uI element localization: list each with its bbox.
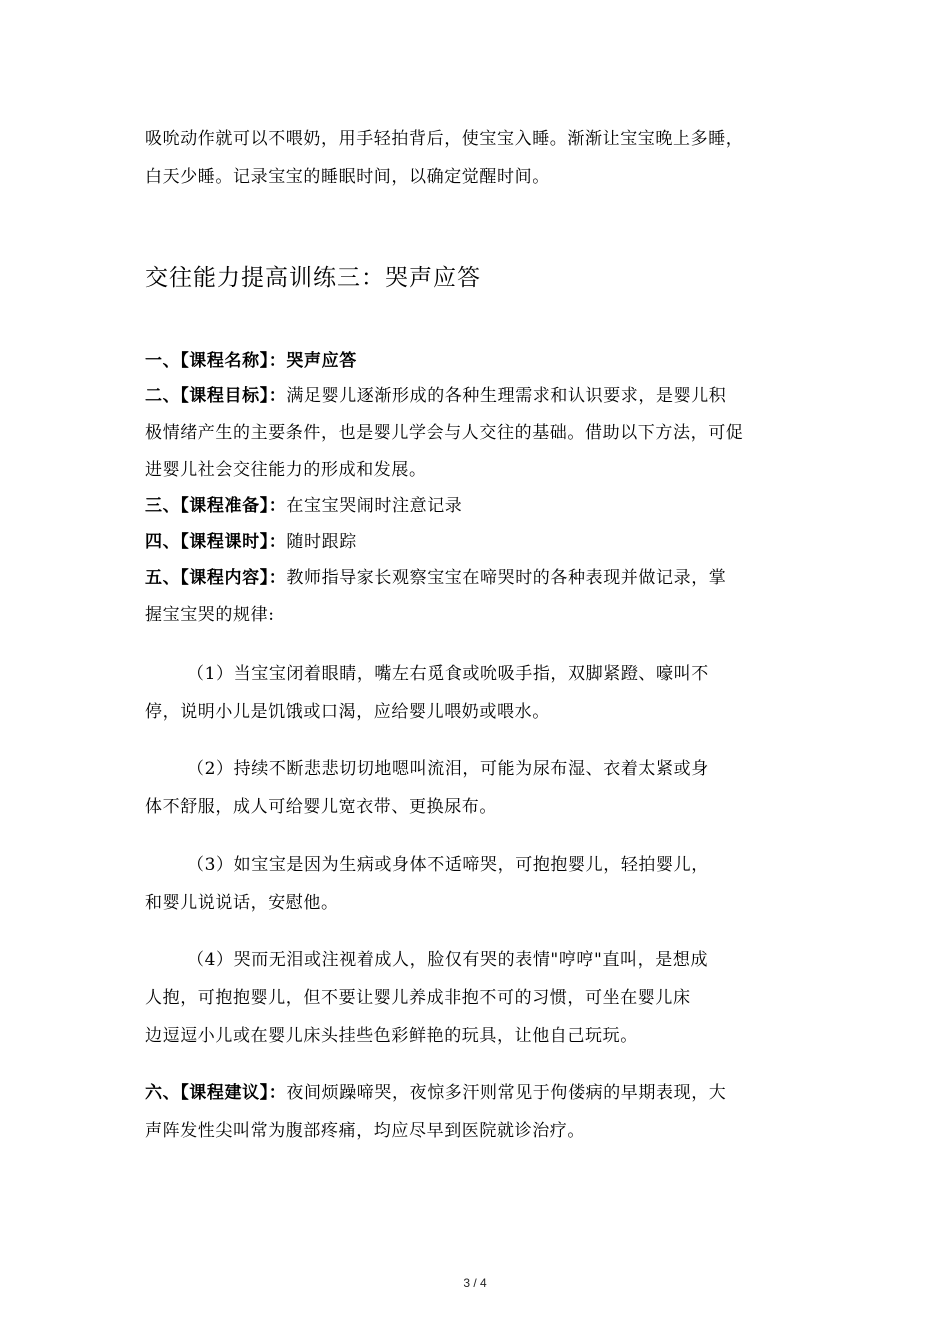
content-item-4-line-2: 人抱，可抱抱婴儿，但不要让婴儿养成非抱不可的习惯，可坐在婴儿床: [145, 988, 691, 1008]
content-item-4-line-3: 边逗逗小儿或在婴儿床头挂些色彩鲜艳的玩具，让他自己玩玩。: [145, 1026, 638, 1046]
course-prep-row: [145, 495, 462, 517]
intro-line-1: 吸吮动作就可以不喂奶，用手轻拍背后，使宝宝入睡。渐渐让宝宝晚上多睡，: [145, 129, 744, 149]
course-goal-text-2: 极情绪产生的主要条件，也是婴儿学会与人交往的基础。借助以下方法，可促: [145, 423, 744, 443]
course-content-text-2: 握宝宝哭的规律:: [145, 605, 275, 625]
course-prep-text: 在宝宝哭闹时注意记录: [286, 496, 463, 516]
course-goal-text-3: 进婴儿社会交往能力的形成和发展。: [145, 460, 427, 480]
intro-line-2: 白天少睡。记录宝宝的睡眠时间，以确定觉醒时间。: [145, 167, 550, 187]
course-prep-label: 三、【课程准备】：: [145, 496, 287, 516]
course-content-label: 五、【课程内容】：: [145, 568, 287, 588]
course-advice-row: [145, 1082, 726, 1104]
course-hours-text: 随时跟踪: [286, 532, 357, 552]
page-number: 3 / 4: [463, 1276, 487, 1290]
course-name-label: 一、【课程名称】：: [145, 351, 287, 371]
content-item-2-line-2: 体不舒服，成人可给婴儿宽衣带、更换尿布。: [145, 797, 497, 817]
course-advice-label: 六、【课程建议】：: [145, 1083, 287, 1103]
course-name-row: [145, 350, 357, 372]
content-item-2-line-1: （2）持续不断悲悲切切地嗯叫流泪，可能为尿布湿、衣着太紧或身: [187, 759, 709, 779]
course-goal-label: 二、【课程目标】：: [145, 386, 287, 406]
course-advice-text-1: 夜间烦躁啼哭，夜惊多汗则常见于佝偻病的早期表现，大: [286, 1083, 727, 1103]
content-item-3-line-1: （3）如宝宝是因为生病或身体不适啼哭，可抱抱婴儿，轻拍婴儿，: [187, 855, 709, 875]
content-item-1-line-1: （1）当宝宝闭着眼睛，嘴左右觅食或吮吸手指，双脚紧蹬、嚎叫不: [187, 664, 709, 684]
course-goal-row: [145, 385, 726, 407]
course-name-value: 哭声应答: [286, 351, 357, 371]
content-item-3-line-2: 和婴儿说说话，安慰他。: [145, 893, 339, 913]
section-heading: 交往能力提高训练三：哭声应答: [145, 265, 481, 291]
course-advice-text-2: 声阵发性尖叫常为腹部疼痛，均应尽早到医院就诊治疗。: [145, 1121, 585, 1141]
course-hours-row: [145, 531, 357, 553]
course-content-text-1: 教师指导家长观察宝宝在啼哭时的各种表现并做记录，掌: [286, 568, 727, 588]
content-item-4-line-1: （4）哭而无泪或注视着成人，脸仅有哭的表情"哼哼"直叫，是想成: [187, 950, 709, 970]
course-content-row: [145, 567, 726, 589]
course-hours-label: 四、【课程课时】：: [145, 532, 287, 552]
content-item-1-line-2: 停，说明小儿是饥饿或口渴，应给婴儿喂奶或喂水。: [145, 702, 550, 722]
course-goal-text-1: 满足婴儿逐渐形成的各种生理需求和认识要求，是婴儿积: [286, 386, 727, 406]
